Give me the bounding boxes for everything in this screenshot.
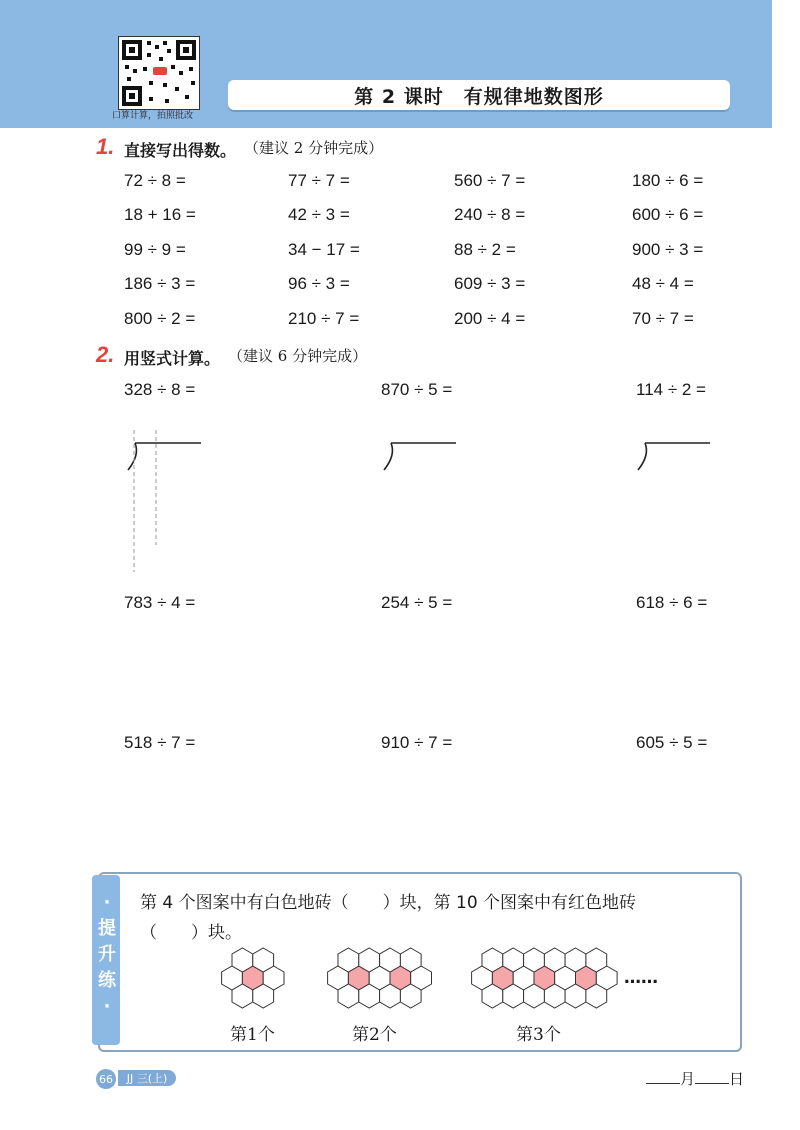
section-1-number: 1. xyxy=(96,134,115,159)
vertical-calc-item: 910 ÷ 7 = xyxy=(381,733,453,752)
oral-calc-item: 96 ÷ 3 = xyxy=(288,274,350,293)
section-2-hint: （建议 6 分钟完成） xyxy=(228,347,368,365)
section-2-number: 2. xyxy=(96,342,115,367)
vertical-calc-item: 605 ÷ 5 = xyxy=(636,733,708,752)
oral-calc-item: 88 ÷ 2 = xyxy=(454,240,516,259)
section-1-hint: （建议 2 分钟完成） xyxy=(244,139,384,157)
vertical-calc-item: 328 ÷ 8 = xyxy=(124,380,196,399)
oral-calc-item: 900 ÷ 3 = xyxy=(632,240,704,259)
oral-calc-item: 48 ÷ 4 = xyxy=(632,274,694,293)
oral-calc-item: 70 ÷ 7 = xyxy=(632,309,694,328)
oral-calc-item: 72 ÷ 8 = xyxy=(124,171,186,190)
oral-calc-item: 600 ÷ 6 = xyxy=(632,205,704,224)
pattern-label-3: 第3个 xyxy=(516,1025,561,1045)
vertical-calc-item: 254 ÷ 5 = xyxy=(381,593,453,612)
oral-calc-item: 609 ÷ 3 = xyxy=(454,274,526,293)
month-label: 月 xyxy=(679,1070,695,1088)
day-blank[interactable] xyxy=(695,1069,729,1084)
day-label: 日 xyxy=(728,1070,744,1088)
pattern-label-2: 第2个 xyxy=(352,1025,397,1045)
oral-calc-item: 800 ÷ 2 = xyxy=(124,309,196,328)
pattern-ellipsis: …… xyxy=(624,968,658,988)
section-1-title: 直接写出得数。 xyxy=(124,141,237,160)
vertical-calc-item: 870 ÷ 5 = xyxy=(381,380,453,399)
oral-calc-item: 200 ÷ 4 = xyxy=(454,309,526,328)
oral-calc-item: 77 ÷ 7 = xyxy=(288,171,350,190)
page-number: 66 xyxy=(96,1069,116,1089)
oral-calc-item: 34 − 17 = xyxy=(288,240,360,259)
oral-calc-item: 210 ÷ 7 = xyxy=(288,309,360,328)
section-2-title: 用竖式计算。 xyxy=(124,349,221,368)
practice-question-line-2: （ ）块。 xyxy=(140,923,242,943)
vertical-calc-item: 783 ÷ 4 = xyxy=(124,593,196,612)
qr-caption: 口算计算，拍照批改 xyxy=(112,111,194,121)
oral-calc-item: 180 ÷ 6 = xyxy=(632,171,704,190)
vertical-calc-item: 618 ÷ 6 = xyxy=(636,593,708,612)
oral-calc-item: 18 + 16 = xyxy=(124,205,196,224)
practice-question-line-1: 第 4 个图案中有白色地砖（ ）块，第 10 个图案中有红色地砖 xyxy=(140,893,637,913)
oral-calc-item: 99 ÷ 9 = xyxy=(124,240,186,259)
oral-calc-item: 560 ÷ 7 = xyxy=(454,171,526,190)
oral-calc-item: 186 ÷ 3 = xyxy=(124,274,196,293)
date-field xyxy=(646,1068,744,1089)
month-blank[interactable] xyxy=(646,1069,680,1084)
oral-calc-item: 42 ÷ 3 = xyxy=(288,205,350,224)
pattern-label-1: 第1个 xyxy=(230,1025,275,1045)
vertical-calc-item: 518 ÷ 7 = xyxy=(124,733,196,752)
lesson-title: 第 2 课时 有规律地数图形 xyxy=(354,85,604,108)
vertical-calc-item: 114 ÷ 2 = xyxy=(636,380,706,399)
practice-tab-label: ·提升练· xyxy=(98,892,116,1017)
oral-calc-item: 240 ÷ 8 = xyxy=(454,205,526,224)
book-tag: JJ 三(上) xyxy=(118,1070,176,1086)
